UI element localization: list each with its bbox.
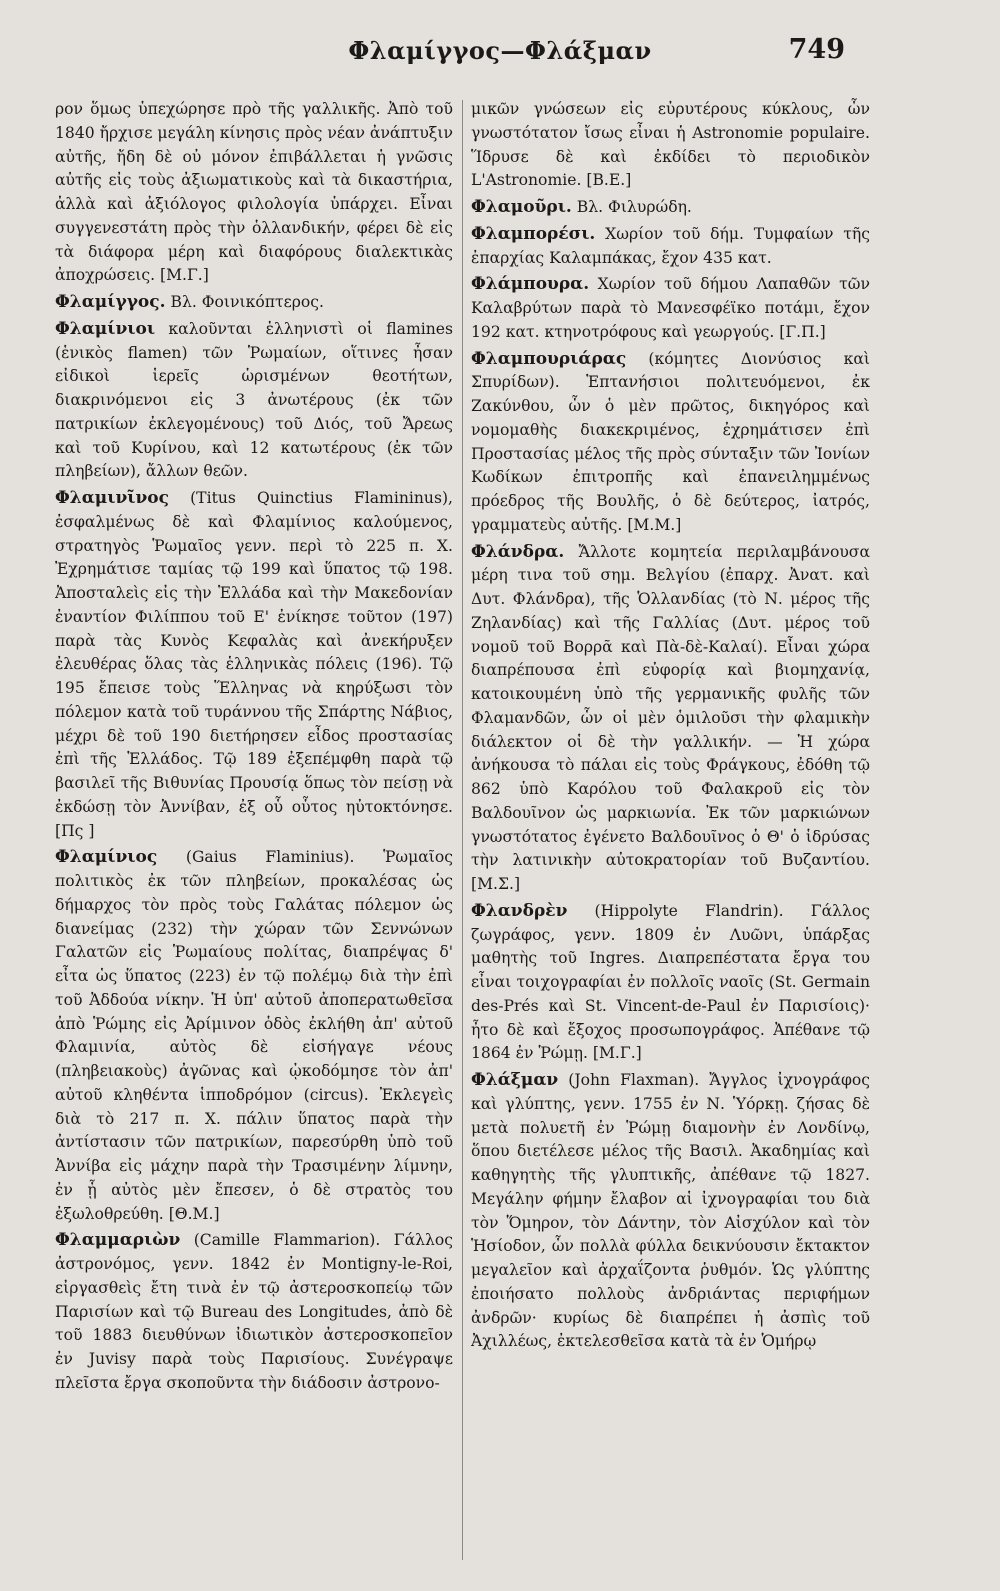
headword: Φλαμίνιοι <box>55 318 156 339</box>
entry-text: (Hippolyte Flandrin). Γάλλος ζωγράφος, γενν. 1809 ἐν Λυῶνι, ὑπάρξας μαθητὴς τοῦ Ingres. Διαπρεπέστατα ἔργα του εἶναι τοιχογραφίαι ἐν πολλοῖς ναοῖς (St. Germain des-Prés καὶ St. Vincent-de-Paul ἐν Παρισίοις)· ἦτο δὲ καὶ ἔξοχος προσωπογράφος. Ἀπέθανε τῷ 1864 ἐν Ῥώμῃ. [Μ.Γ.] <box>471 901 870 1063</box>
entry-text: Βλ. Φοινικόπτερος. <box>165 293 324 311</box>
entry-flandra <box>471 541 870 897</box>
column-divider <box>462 100 463 1560</box>
entry-flamouri <box>471 196 870 220</box>
running-header <box>0 32 1000 72</box>
continuation-text: ρον ὅμως ὑπεχώρησε πρὸ τῆς γαλλικῆς. Ἀπὸ τοῦ 1840 ἤρχισε μεγάλη κίνησις πρὸς νέαν ἀνάπτυξιν αὐτῆς, ἤδη δὲ οὐ μόνον ἐπιβάλλεται ἡ γνῶσις αὐτῆς εἰς τοὺς ἀξιωματικοὺς καὶ τὰ δικαστήρια, ἀλλὰ καὶ ἀξιόλογος φιλολογία ὑπάρχει. Εἶναι συγγενεστάτη πρὸς τὴν ὁλλανδικήν, φέρει δὲ εἰς τὰ διάφορα μέρη καὶ διαφόρους διαλεκτικὰς ἀποχρώσεις. [Μ.Γ.] <box>55 100 453 285</box>
entry-text: (Camille Flammarion). Γάλλος ἀστρονόμος, γενν. 1842 ἐν Montigny-le-Roi, εἰργασθεὶς ἔτη τινὰ ἐν τῷ ἀστεροσκοπείῳ τῶν Παρισίων καὶ τῷ Bureau des Longitudes, ἀπὸ δὲ τοῦ 1883 διευθύνων ἰδιωτικὸν ἀστεροσκοπεῖον ἐν Juvisy παρὰ τοὺς Παρισίους. Συνέγραψε πλεῖστα ἔργα σκοποῦντα τὴν διάδοσιν ἀστρονο- <box>55 1231 453 1392</box>
right-column <box>471 98 870 1568</box>
entry-text: (John Flaxman). Ἄγγλος ἰχνογράφος καὶ γλύπτης, γενν. 1755 ἐν Ν. Ὑόρκῃ. ζήσας δὲ μετὰ πολυετῆ ἐν Ῥώμῃ διαμονὴν ἐν Λονδίνῳ, ὅπου διετέλεσε μέλος τῆς Βασιλ. Ἀκαδημίας καὶ καθηγητὴς τῆς γλυπτικῆς, ἀπέθανε τῷ 1827. Μεγάλην φήμην ἔλαβον αἱ ἰχνογραφίαι του διὰ τὸν Ὅμηρον, τὸν Δάντην, τὸν Αἰσχύλον καὶ τὸν Ἡσίοδον, ὧν πολλὰ φύλλα δεικνύουσιν ἔκτακτον μεγαλεῖον καὶ ἀρχαΐζοντα ῥυθμόν. Ὡς γλύπτης ἐποιήσατο πολλοὺς ἀνδριάντας περιφήμων ἀνδρῶν· κυρίως δὲ διαπρέπει ἡ ἀσπὶς τοῦ Ἀχιλλέως, ἐκτελεσθεῖσα κατὰ τὰ ἐν Ὁμήρῳ <box>471 1071 870 1351</box>
entry-flaxman <box>471 1069 870 1354</box>
headword: Φλαμοῦρι. <box>471 197 572 217</box>
headword: Φλανδρὲν <box>471 900 568 921</box>
entry-text: Βλ. Φιλυρώδη. <box>571 198 692 216</box>
entry-flammarion <box>55 1229 453 1395</box>
headword: Φλαμίγγος. <box>55 292 166 312</box>
entry-flaminios <box>55 846 453 1226</box>
entry-flampouriaras <box>471 348 870 538</box>
headword: Φλαμινῖνος <box>55 488 169 508</box>
entry-text: Χωρίον τοῦ δήμ. Τυμφαίων τῆς ἐπαρχίας Καλαμπάκας, ἔχον 435 κατ. <box>471 224 870 267</box>
page-number: 749 <box>788 34 845 65</box>
headword: Φλαμπορέσι. <box>471 223 596 244</box>
entry-flamporesi <box>471 223 870 271</box>
headword: Φλάμπουρα. <box>471 274 590 295</box>
entry-flamininos <box>55 487 453 843</box>
headword: Φλάνδρα. <box>471 541 565 562</box>
entry-flamingos <box>55 291 453 315</box>
headword: Φλαμμαριὼν <box>55 1230 181 1251</box>
headword: Φλαμπουριάρας <box>471 348 627 369</box>
entry-flandrin <box>471 900 870 1066</box>
entry-text: (Titus Quinctius Flamininus), ἐσφαλμένως δὲ καὶ Φλαμίνιος καλούμενος, στρατηγὸς Ῥωμαῖος γενν. περὶ τὸ 225 π. Χ. Ἐχρημάτισε ταμίας τῷ 199 καὶ ὕπατος τῷ 198. Ἀποσταλεὶς εἰς τὴν Ἑλλάδα καὶ τὴν Μακεδονίαν ἐναντίον Φιλίππου τοῦ Ε' ἐνίκησε τοῦτον (197) παρὰ τὰς Κυνὸς Κεφαλὰς καὶ ἀνεκήρυξεν ἐλευθέρας ὅλας τὰς ἑλληνικὰς πόλεις (196). Τῷ 195 ἔπεισε τοὺς Ἕλληνας νὰ κηρύξωσι τὸν πόλεμον κατὰ τοῦ τυράννου τῆς Σπάρτης Νάβιος, μέχρι δὲ τοῦ 190 διετήρησεν εἶδος προστασίας ἐπὶ τῆς Ἑλλάδος. Τῷ 189 ἐξεπέμφθη παρὰ τῷ βασιλεῖ τῆς Βιθυνίας Προυσίᾳ ὅπως τὸν πείσῃ νὰ ἐκδώσῃ τὸν Ἀννίβαν, ἐξ οὗ οὗτος ηὐτοκτόνησε. [Πς ] <box>55 489 453 840</box>
continuation-text: μικῶν γνώσεων εἰς εὐρυτέρους κύκλους, ὧν γνωστότατον ἴσως εἶναι ἡ Astronomie populaire. Ἵδρυσε δὲ καὶ ἐκδίδει τὸ περιοδικὸν L'Astronomie. [Β.Ε.] <box>471 100 870 190</box>
entry-text: (κόμητες Διονύσιος καὶ Σπυρίδων). Ἑπτανήσιοι πολιτευόμενοι, ἐκ Ζακύνθου, ὧν ὁ μὲν πρῶτος, δικηγόρος καὶ νομομαθὴς διακεκριμένος, ἐχρημάτισεν ἐπὶ Προστασίας μέλος τῆς πρὸς σύνταξιν τῶν Ἰονίων Κωδίκων ἐπιτροπῆς καὶ ἐπανειλημμένως πρόεδρος τῆς Βουλῆς, ὁ δὲ δεύτερος, ἰατρός, γραμματεὺς αὐτῆς. [Μ.Μ.] <box>471 349 870 534</box>
entry-text: Χωρίον τοῦ δήμου Λαπαθῶν τῶν Καλαβρύτων παρὰ τὸ Μανεσφέϊκο ποτάμι, ἔχον 192 κατ. κτηνοτρόφους καὶ γεωργούς. [Γ.Π.] <box>471 275 870 341</box>
entry-flaminioi <box>55 318 453 484</box>
left-column <box>55 98 453 1568</box>
entry-text: Ἄλλοτε κομητεία περιλαμβάνουσα μέρη τινα τοῦ σημ. Βελγίου (ἐπαρχ. Ἀνατ. καὶ Δυτ. Φλάνδρα), τῆς Ὁλλανδίας (τὸ Ν. μέρος τῆς Ζηλανδίας) καὶ τῆς Γαλλίας (Δυτ. μέρος τοῦ νομοῦ τοῦ Βορρᾶ καὶ Πὰ-δὲ-Καλαί). Εἶναι χώρα διαπρέπουσα ἐπὶ εὐφορίᾳ καὶ βιομηχανίᾳ, κατοικουμένη ὑπὸ τῆς γερμανικῆς φυλῆς τῶν Φλαμανδῶν, ὧν οἱ μὲν ὁμιλοῦσι τὴν φλαμικὴν διάλεκτον οἱ δὲ τὴν γαλλικήν. — Ἡ χώρα ἀνήκουσα τὸ πάλαι εἰς τοὺς Φράγκους, ἐδόθη τῷ 862 ὑπὸ Καρόλου τοῦ Φαλακροῦ εἰς τὸν Βαλδουῖνον ὡς μαρκιωνία. Ἐκ τῶν μαρκιώνων γνωστότατος ἐγένετο Βαλδουῖνος ὁ Θ' ὁ ἱδρύσας τὴν λατινικὴν αὐτοκρατορίαν τοῦ Βυζαντίου. [Μ.Σ.] <box>471 542 870 893</box>
headword: Φλάξμαν <box>471 1070 559 1090</box>
running-title: Φλαμίγγος—Φλάξμαν <box>348 36 652 65</box>
headword: Φλαμίνιος <box>55 847 158 868</box>
entry-text: καλοῦνται ἑλληνιστὶ οἱ flamines (ἑνικὸς flamen) τῶν Ῥωμαίων, οἵτινες ἦσαν εἰδικοὶ ἱερεῖς ὡρισμένων θεοτήτων, διακρινόμενοι εἰς 3 ἀνωτέρους (ἐκ τῶν πατρικίων ἐκλεγομένους) τοῦ Διός, τοῦ Ἄρεως καὶ τοῦ Κυρίνου, καὶ 12 κατωτέρους (ἐκ τῶν πληβείων), ἄλλων θεῶν. <box>55 319 453 481</box>
entry-flampoura <box>471 273 870 344</box>
entry-text: (Gaius Flaminius). Ῥωμαῖος πολιτικὸς ἐκ τῶν πληβείων, προκαλέσας ὡς δήμαρχος τὸν πρὸς τοὺς Γαλάτας πόλεμον ὡς διανείμας (232) τὴν χώραν τῶν Σεννώνων Γαλατῶν εἰς Ῥωμαίους πολίτας, διαπρέψας δ' εἶτα ὡς ὕπατος (223) ἐν τῷ πολέμῳ διὰ τὴν ἐπὶ τοῦ Ἀδδούα νίκην. Ἡ ὑπ' αὐτοῦ ἀποπερατωθεῖσα ἀπὸ Ῥώμης εἰς Ἀρίμινον ὁδὸς ἐκλήθη ἀπ' αὐτοῦ Φλαμινία, αὐτὸς δὲ εἰσήγαγε νέους (πληβειακοὺς) ἀγῶνας καὶ ᾠκοδόμησε τὸν ἀπ' αὐτοῦ κληθέντα ἱπποδρόμον (circus). Ἐκλεγεὶς διὰ τὸ 217 π. Χ. πάλιν ὕπατος παρὰ τὴν ἀντίστασιν τῶν πατρικίων, παρεσύρθη ὑπὸ τοῦ Ἀννίβα εἰς μάχην παρὰ τὴν Τρασιμένην λίμνην, ἐν ᾗ αὐτὸς μὲν ἔπεσεν, ὁ δὲ στρατὸς του ἐξωλοθρεύθη. [Θ.Μ.] <box>55 848 453 1223</box>
